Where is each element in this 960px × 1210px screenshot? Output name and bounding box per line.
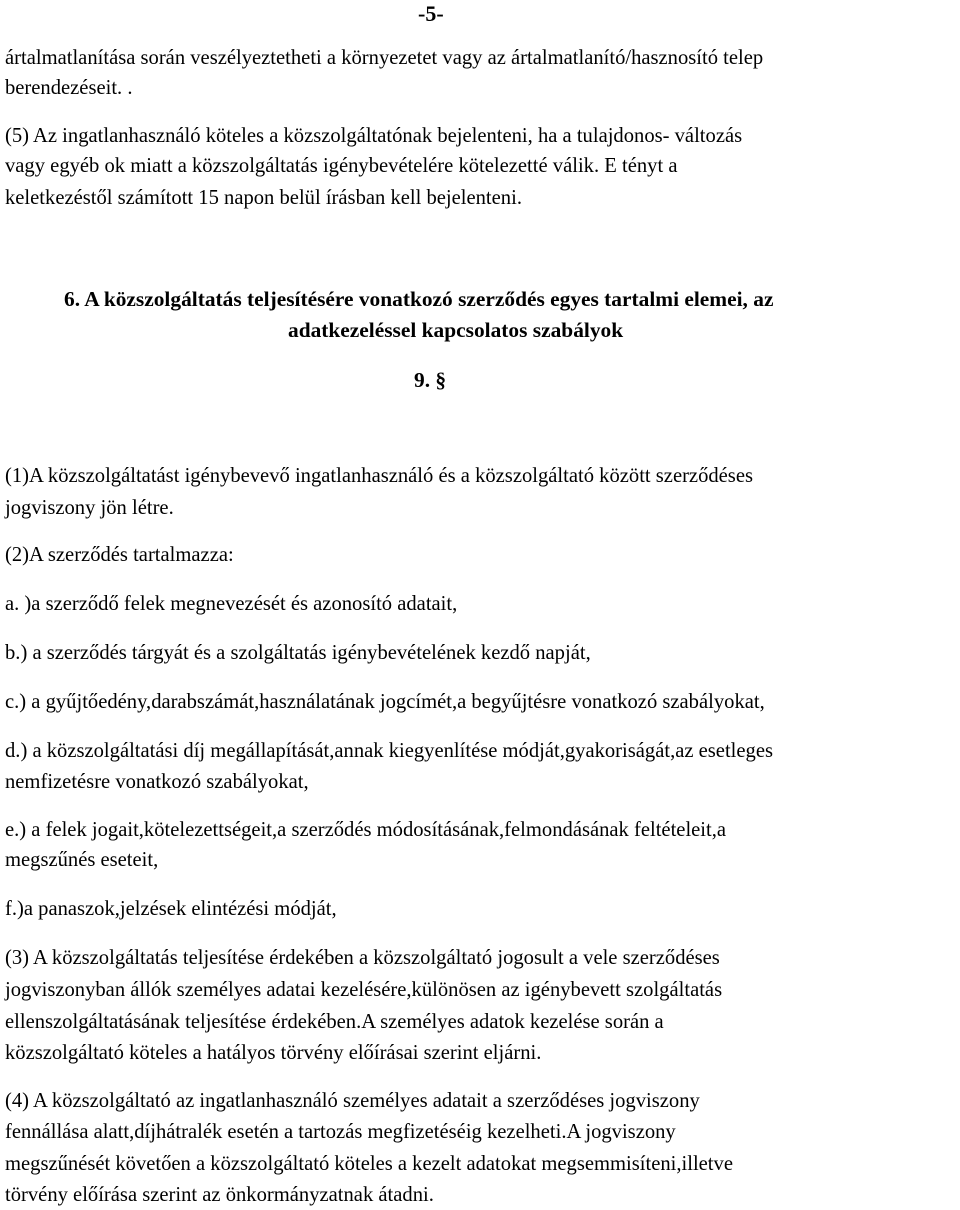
list-item: megszűnés eseteit, [5, 849, 159, 871]
text-line: (5) Az ingatlanhasználó köteles a közszolgáltatónak bejelenteni, ha a tulajdonos- változás [5, 125, 743, 147]
text-line: ártalmatlanítása során veszélyeztetheti a környezetet vagy az ártalmatlanító/hasznosító telep [5, 47, 764, 69]
text-line: jogviszonyban állók személyes adatai kezelésére,különösen az igénybevett szolgáltatás [5, 979, 723, 1001]
page-number: -5- [418, 1, 444, 26]
list-item: b.) a szerződés tárgyát és a szolgáltatás igénybevételének kezdő napját, [5, 642, 591, 664]
list-item: c.) a gyűjtőedény,darabszámát,használatának jogcímét,a begyűjtésre vonatkozó szabályokat, [5, 691, 765, 713]
text-line: törvény előírása szerint az önkormányzatnak átadni. [5, 1184, 434, 1206]
text-line: ellenszolgáltatásának teljesítése érdekében.A személyes adatok kezelése során a [5, 1011, 664, 1033]
paragraph-mark: 9. § [414, 368, 447, 392]
text-line: berendezéseit. . [5, 77, 133, 99]
text-line: (4) A közszolgáltató az ingatlanhasználó személyes adatait a szerződéses jogviszony [5, 1090, 700, 1112]
list-item: f.)a panaszok,jelzések elintézési módját, [5, 898, 337, 920]
list-item: nemfizetésre vonatkozó szabályokat, [5, 771, 309, 793]
list-item: a. )a szerződő felek megnevezését és azonosító adatait, [5, 593, 458, 615]
section-heading: 6. A közszolgáltatás teljesítésére vonatkozó szerződés egyes tartalmi elemei, az [64, 287, 774, 311]
text-line: vagy egyéb ok miatt a közszolgáltatás igénybevételére kötelezetté válik. E tényt a [5, 155, 678, 177]
text-line: közszolgáltató köteles a hatályos törvény előírásai szerint eljárni. [5, 1042, 542, 1064]
text-line: (1)A közszolgáltatást igénybevevő ingatlanhasználó és a közszolgáltató között szerződéses [5, 465, 753, 487]
text-line: megszűnését követően a közszolgáltató köteles a kezelt adatokat megsemmisíteni,illetve [5, 1153, 733, 1175]
text-line: fennállása alatt,díjhátralék esetén a tartozás megfizetéséig kezelheti.A jogviszony [5, 1121, 676, 1143]
list-item: e.) a felek jogait,kötelezettségeit,a szerződés módosításának,felmondásának feltételeit,a [5, 819, 727, 841]
text-line: keletkezéstől számított 15 napon belül írásban kell bejelenteni. [5, 187, 522, 209]
text-line: jogviszony jön létre. [5, 497, 174, 519]
clause-intro: (2)A szerződés tartalmazza: [5, 544, 234, 566]
section-heading: adatkezeléssel kapcsolatos szabályok [288, 318, 624, 342]
list-item: d.) a közszolgáltatási díj megállapítását,annak kiegyenlítése módját,gyakoriságát,az esetleges [5, 740, 773, 762]
text-line: (3) A közszolgáltatás teljesítése érdekében a közszolgáltató jogosult a vele szerződéses [5, 947, 720, 969]
